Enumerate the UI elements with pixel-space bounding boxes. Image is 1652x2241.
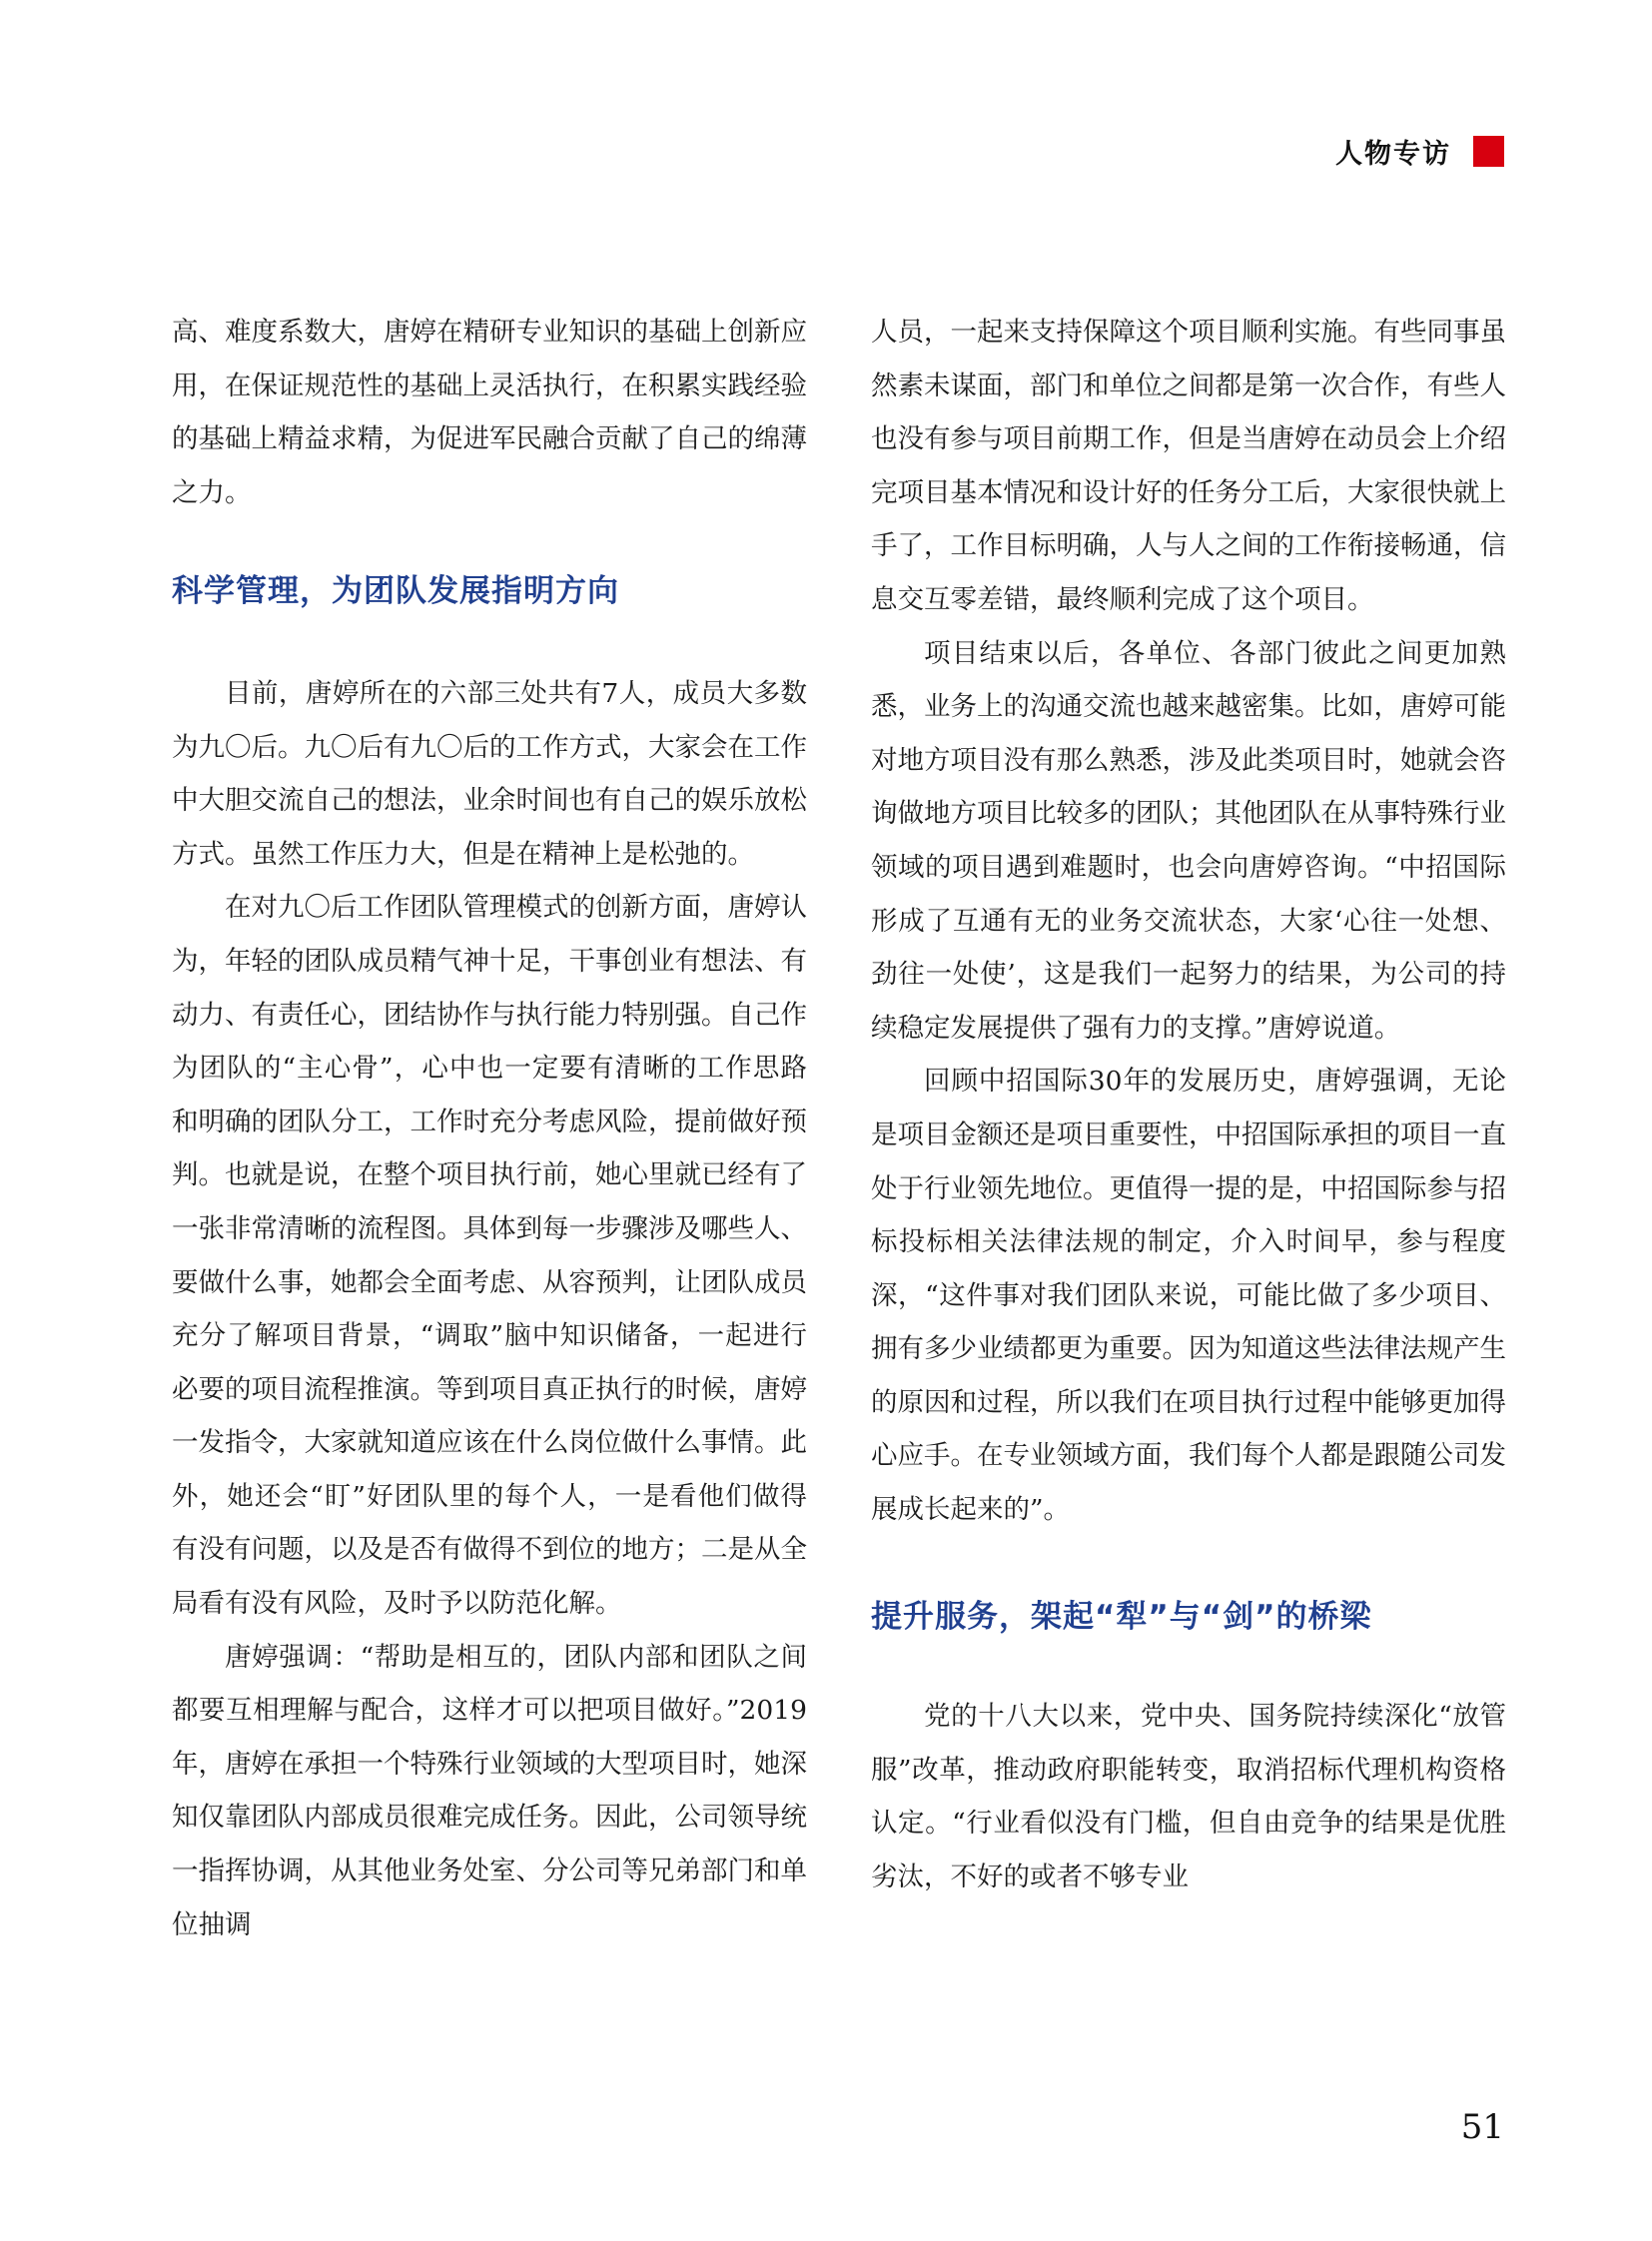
right-column — [871, 306, 1506, 1904]
section-heading: 提升服务，架起“犁”与“剑”的桥梁 — [871, 1598, 1372, 1635]
paragraph: 在对九〇后工作团队管理模式的创新方面，唐婷认为，年轻的团队成员精气神十足，干事创业有想法、有动力、有责任心，团结协作与执行能力特别强。自己作为团队的“主心骨”，心中也一定要有清晰的工作思路和明确的团队分工，工作时充分考虑风险，提前做好预判。也就是说，在整个项目执行前，她心里就已经有了一张非常清晰的流程图。具体到每一步骤涉及哪些人、要做什么事，她都会全面考虑、从容预判，让团队成员充分了解项目背景，“调取”脑中知识储备，一起进行必要的项目流程推演。等到项目真正执行的时候，唐婷一发指令，大家就知道应该在什么岗位做什么事情。此外，她还会“盯”好团队里的每个人，一是看他们做得有没有问题，以及是否有做得不到位的地方；二是从全局看有没有风险，及时予以防范化解。 — [172, 892, 807, 1620]
paragraph: 人员，一起来支持保障这个项目顺利实施。有些同事虽然素未谋面，部门和单位之间都是第一次合作，有些人也没有参与项目前期工作，但是当唐婷在动员会上介绍完项目基本情况和设计好的任务分工后，大家很快就上手了，工作目标明确，人与人之间的工作衔接畅通，信息交互零差错，最终顺利完成了这个项目。 — [871, 317, 1506, 615]
paragraph: 高、难度系数大，唐婷在精研专业知识的基础上创新应用，在保证规范性的基础上灵活执行，在积累实践经验的基础上精益求精，为促进军民融合贡献了自己的绵薄之力。 — [172, 317, 807, 508]
section-title: 人物专访 — [1335, 139, 1451, 170]
paragraph: 回顾中招国际30年的发展历史，唐婷强调，无论是项目金额还是项目重要性，中招国际承担的项目一直处于行业领先地位。更值得一提的是，中招国际参与招标投标相关法律法规的制定，介入时间早，参与程度深，“这件事对我们团队来说，可能比做了多少项目、拥有多少业绩都更为重要。因为知道这些法律法规产生的原因和过程，所以我们在项目执行过程中能够更加得心应手。在专业领域方面，我们每个人都是跟随公司发展成长起来的”。 — [871, 1066, 1506, 1526]
paragraph: 项目结束以后，各单位、各部门彼此之间更加熟悉，业务上的沟通交流也越来越密集。比如，唐婷可能对地方项目没有那么熟悉，涉及此类项目时，她就会咨询做地方项目比较多的团队；其他团队在从事特殊行业领域的项目遇到难题时，也会向唐婷咨询。“中招国际形成了互通有无的业务交流状态，大家‘心往一处想、劲往一处使’，这是我们一起努力的结果，为公司的持续稳定发展提供了强有力的支撑。”唐婷说道。 — [871, 637, 1506, 1044]
section-heading: 科学管理，为团队发展指明方向 — [172, 573, 619, 610]
paragraph: 唐婷强调：“帮助是相互的，团队内部和团队之间都要互相理解与配合，这样才可以把项目做好。”2019年，唐婷在承担一个特殊行业领域的大型项目时，她深知仅靠团队内部成员很难完成任务。因此，公司领导统一指挥协调，从其他业务处室、分公司等兄弟部门和单位抽调 — [172, 1641, 807, 1940]
page-number: 51 — [1460, 2107, 1504, 2147]
left-column — [172, 306, 807, 1951]
paragraph: 党的十八大以来，党中央、国务院持续深化“放管服”改革，推动政府职能转变，取消招标代理机构资格认定。“行业看似没有门槛，但自由竞争的结果是优胜劣汰，不好的或者不够专业 — [871, 1701, 1506, 1893]
section-header — [1335, 132, 1504, 171]
paragraph: 目前，唐婷所在的六部三处共有7人，成员大多数为九〇后。九〇后有九〇后的工作方式，大家会在工作中大胆交流自己的想法，业余时间也有自己的娱乐放松方式。虽然工作压力大，但是在精神上是松弛的。 — [172, 677, 807, 870]
red-square-icon — [1473, 136, 1504, 167]
